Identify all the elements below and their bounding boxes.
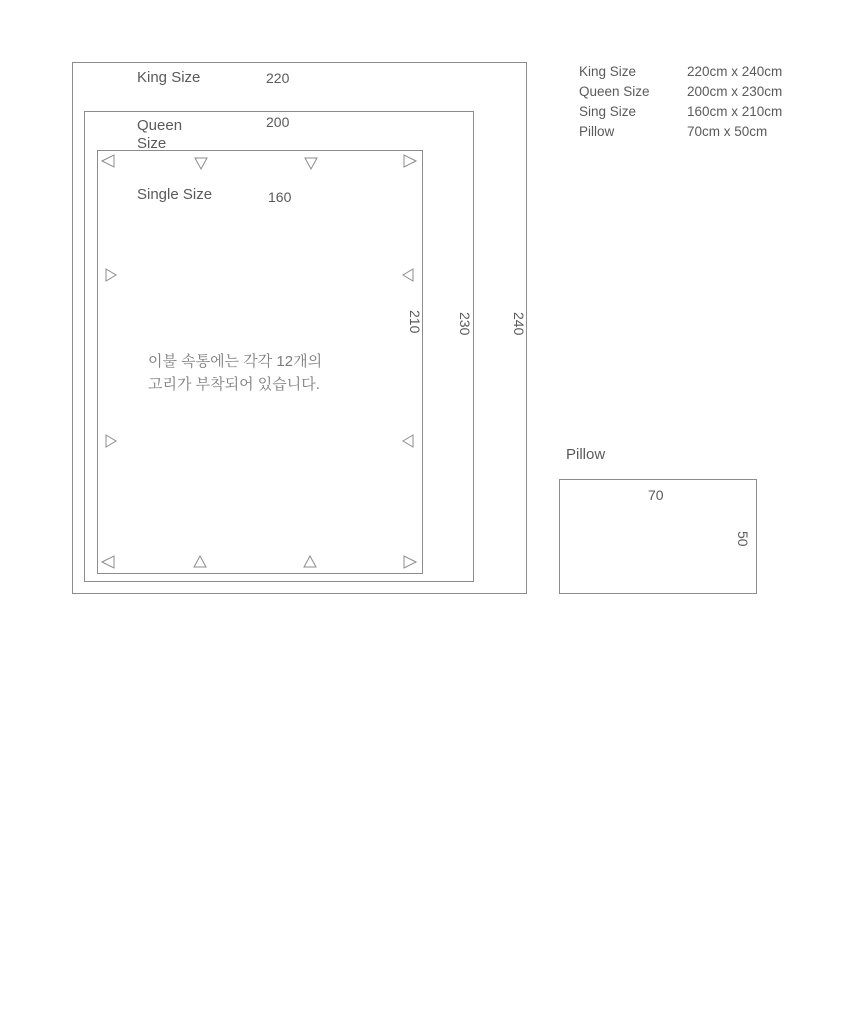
single-height-dimension: 210 [407, 310, 423, 334]
size-name: Queen Size [579, 84, 650, 99]
table-row [579, 102, 827, 122]
queen-size-label: Queen Size [137, 117, 183, 153]
loop-marker-top-1 [193, 155, 209, 171]
loop-marker-top-2 [303, 155, 319, 171]
single-width-dimension: 160 [268, 189, 292, 205]
size-value: 200cm x 230cm [687, 84, 783, 99]
table-row [579, 82, 827, 102]
size-reference-table [579, 62, 827, 142]
loop-marker-left-2 [103, 433, 119, 449]
size-name: King Size [579, 64, 637, 79]
loop-marker-left-1 [103, 267, 119, 283]
queen-height-dimension: 230 [457, 312, 473, 336]
loop-marker-top-right-corner [402, 153, 418, 169]
size-name: Sing Size [579, 104, 637, 119]
pillow-height-dimension: 50 [735, 531, 751, 547]
pillow-label: Pillow [566, 446, 606, 463]
size-value: 70cm x 50cm [687, 124, 768, 139]
king-width-dimension: 220 [266, 70, 290, 86]
table-row [579, 62, 827, 82]
queen-width-dimension: 200 [266, 114, 290, 130]
loop-marker-bottom-right-corner [402, 554, 418, 570]
size-value: 160cm x 210cm [687, 104, 783, 119]
loop-marker-top-left-corner [100, 153, 116, 169]
loop-marker-bottom-1 [192, 554, 208, 570]
single-size-label: Single Size [137, 186, 213, 203]
king-size-label: King Size [137, 69, 201, 86]
table-row [579, 122, 827, 142]
pillow-width-dimension: 70 [648, 487, 664, 503]
loop-marker-bottom-2 [302, 554, 318, 570]
size-name: Pillow [579, 124, 615, 139]
loops-note-text: 이불 속통에는 각각 12개의 고리가 부착되어 있습니다. [148, 353, 323, 394]
loop-marker-right-2 [400, 433, 416, 449]
loop-marker-bottom-left-corner [100, 554, 116, 570]
size-value: 220cm x 240cm [687, 64, 783, 79]
loop-marker-right-1 [400, 267, 416, 283]
king-height-dimension: 240 [511, 312, 527, 336]
